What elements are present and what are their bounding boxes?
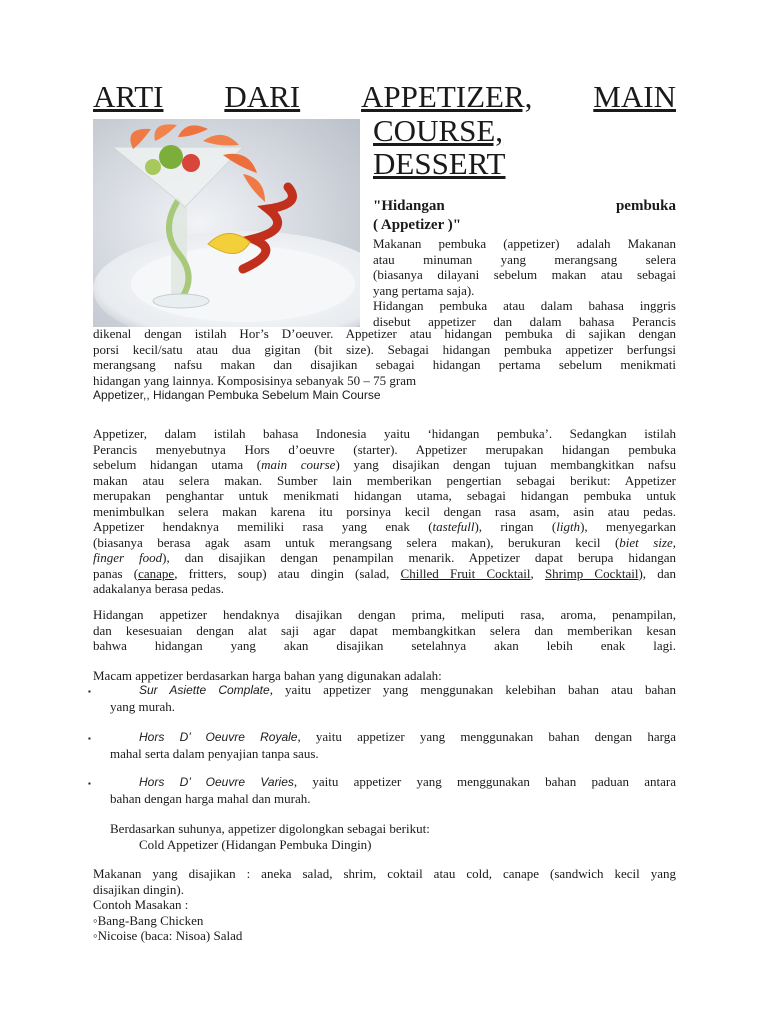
text-line: finger food), dan disajikan dengan penampilan menarik. Appetizer dapat berupa hidangan [93, 550, 676, 565]
text-line: (biasanya dilayani sebelum makan atau sebagai [373, 267, 676, 282]
image-caption [93, 388, 676, 404]
title-word: APPETIZER, [361, 79, 533, 114]
link-canape[interactable]: canape [138, 565, 175, 581]
temperature-intro [110, 821, 676, 852]
text-line: Sur Asiette Complate, yaitu appetizer yang menggunakan kelebihan bahan atau bahan [139, 682, 676, 697]
text-line: menimbulkan selera makan karena itu porsinya kecil dengan rasa asam, asin atau pedas. [93, 503, 676, 519]
food-photo-icon [93, 119, 360, 327]
text-line: bahwa hidangan yang akan disajikan setelahnya akan lebih enak lagi. [93, 638, 676, 653]
example-item: ◦Bang-Bang Chicken [93, 912, 204, 928]
text-line: dan kesesuaian dengan alat saji agar dapat membangkitkan selera dan memberikan kesan [93, 622, 676, 638]
text-line: atau minuman yang merangsang selera [373, 251, 676, 267]
link-shrimp-cocktail[interactable]: Shrimp Cocktail [544, 565, 639, 581]
shrimp-cocktail-photo [93, 119, 360, 327]
bullet-icon: ▪ [88, 779, 91, 788]
text-line: dikenal dengan istilah Hor’s D’oeuver. Appetizer atau hidangan pembuka di sajikan dengan [93, 326, 676, 341]
title-word: MAIN [593, 79, 676, 114]
list-item [110, 774, 676, 806]
text-line: makan atau selera makan. Sumber lain memberikan pengertian sebagai berikut: Appetizer [93, 472, 676, 488]
list-item [110, 682, 676, 714]
intro-paragraph-continued [93, 326, 676, 388]
text-line: yang pertama saja). [373, 282, 475, 298]
section-subheading [373, 197, 676, 235]
title-word: COURSE, [373, 113, 504, 148]
intro-paragraph [373, 236, 676, 329]
text-line: disajikan dingin). [93, 881, 184, 897]
text-line: merangsang nafsu makan dan disajikan sebagai hidangan pertama sebelum menikmati [93, 357, 676, 372]
title-word: DARI [224, 79, 301, 114]
text-line: Hidangan appetizer hendaknya disajikan dengan prima, meliputi rasa, aroma, penampilan, [93, 607, 676, 622]
bullet-icon: ▪ [88, 734, 91, 743]
text-line: porsi kecil/satu atau dua gigitan (bit size). Sebagai hidangan pembuka appetizer berfungsi [93, 341, 676, 357]
text-line: Perancis menyebutnya Hors d’oeuvre (starter). Appetizer merupakan hidangan pembuka [93, 441, 676, 457]
text-line: bahan dengan harga mahal dan murah. [110, 790, 311, 806]
text-line: Macam appetizer berdasarkan harga bahan yang digunakan adalah: [93, 668, 442, 683]
example-item: ◦Nicoise (baca: Nisoa) Salad [93, 928, 243, 943]
list-item [110, 729, 676, 761]
paragraph-definition [93, 426, 676, 597]
text-line: Hors D’ Oeuvre Royale, yaitu appetizer yang menggunakan bahan dengan harga [139, 729, 676, 744]
text-line: hidangan yang lainnya. Komposisinya sebanyak 50 – 75 gram [93, 372, 417, 388]
text-line: Makanan pembuka (appetizer) adalah Makanan [373, 236, 676, 251]
text-line: Hors D’ Oeuvre Varies, yaitu appetizer yang menggunakan bahan paduan antara [139, 774, 676, 789]
text-line: sebelum hidangan utama (main course) yang disajikan dengan tujuan membangkitkan nafsu [93, 457, 676, 472]
text-line: Appetizer, dalam istilah bahasa Indonesia yaitu ‘hidangan pembuka’. Sedangkan istilah [93, 426, 676, 441]
subheading-text: pembuka [615, 198, 676, 214]
examples-section [93, 866, 676, 944]
page-title [93, 80, 676, 114]
link-chilled-fruit-cocktail[interactable]: Chilled Fruit Cocktail [400, 565, 531, 581]
subheading-text: "Hidangan [373, 198, 445, 214]
text-line: merupakan penghantar untuk menikmati hidangan utama, sebagai hidangan pembuka untuk [93, 488, 676, 503]
title-word: ARTI [93, 79, 164, 114]
text-line: Contoh Masakan : [93, 897, 189, 912]
title-word: DESSERT [373, 146, 506, 181]
text-line: disebut appetizer dan dalam bahasa Perancis [373, 313, 676, 329]
text-line: panas (canape, fritters, soup) atau dingin (salad, Chilled Fruit Cocktail, Shrimp Cocktail), dan [93, 565, 677, 581]
text-line: Berdasarkan suhunya, appetizer digolongkan sebagai berikut: [110, 821, 430, 836]
text-line: Cold Appetizer (Hidangan Pembuka Dingin) [139, 836, 372, 852]
text-line: (biasanya berasa agak asam untuk merangsang selera makan), berukuran kecil (biet size, [93, 534, 677, 550]
text-line: Hidangan pembuka atau dalam bahasa inggris [373, 298, 676, 313]
caption-text: Appetizer,, Hidangan Pembuka Sebelum Main Course [93, 388, 381, 402]
subheading-text: ( Appetizer )" [373, 217, 462, 233]
text-line: mahal serta dalam penyajian tanpa saus. [110, 745, 319, 761]
text-line: yang murah. [110, 698, 175, 714]
paragraph-presentation [93, 607, 676, 654]
text-line: Appetizer hendaknya memiliki rasa yang enak (tastefull), ringan (ligth), menyegarkan [93, 519, 676, 534]
text-line: Makanan yang disajikan : aneka salad, shrim, coktail atau cold, canape (sandwich kecil yang [93, 866, 676, 881]
page-title-continued [373, 114, 506, 180]
bullet-icon: ▪ [88, 687, 91, 696]
text-line: adakalanya berasa pedas. [93, 581, 225, 596]
